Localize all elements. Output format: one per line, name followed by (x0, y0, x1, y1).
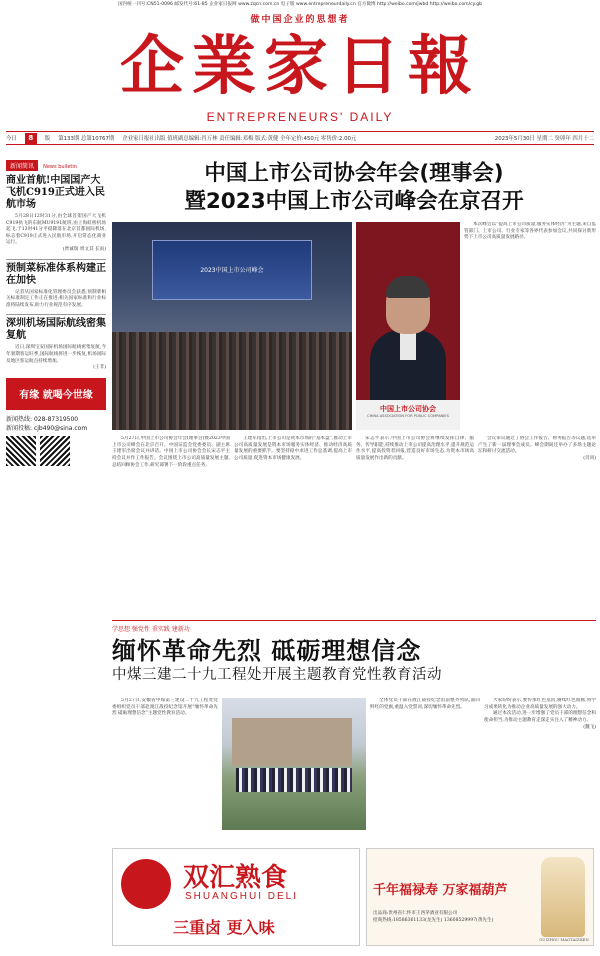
feature-column-3: 全体党员干部在渡江战役纪念馆前整齐列队,面向鲜红的党旗,重温入党誓词,深切缅怀革命先烈。 (370, 698, 480, 710)
shuanghui-en: SHUANGHUI DELI (185, 891, 299, 902)
section-divider (112, 620, 596, 621)
shuanghui-ad[interactable] (112, 848, 360, 946)
lead-column-1: 5月27日,中国上市公司协会年会(理事会)暨2023中国上市公司峰会在北京召开。中国证监会党委委员、副主席王建军出席会议并讲话。中国上市公司协会会长宋志平主持会议并作工作报告。会议围绕上市公司高质量发展主题,总结回顾协会工作,研究部署下一阶段重点任务。 (112, 436, 230, 468)
brief-body-3: 近日,深圳宝安国际机场国际航线密集复航,今年暑期客运旺季,国际航线将进一步恢复,机场国际及地区客运航点持续增加。 (王非) (6, 345, 106, 371)
top-info-bar: 国内统一刊号:CN51-0096 邮发代号:61-85 企业家日报网 www.zqcn.com.cn 电子版 www.entrepreneurdaily.cn 官方微博 http://weibo.com/jwbd http://weibo.com/cy.gb (117, 2, 483, 7)
lead-column-4: 会议审议通过了协会工作报告、财务报告等议题,选举产生了新一届理事会成员。峰会期间还举办了多场主题论坛和研讨交流活动。 (肖同) (478, 436, 596, 462)
brief-title-3[interactable]: 深圳机场国际航线密集复航 (6, 318, 106, 342)
liquor-bottle-icon (541, 857, 585, 937)
masthead-slogan: 做中国企业的思想者 (250, 15, 350, 25)
masthead-title: 企業家日報 (120, 29, 480, 104)
portrait-banner: 中国上市公司协会 CHINA ASSOCIATION FOR PUBLIC COMPANIES (356, 400, 460, 430)
issue-info-bar (6, 131, 594, 145)
feature-column-1: 5月27日,安徽省中煤第三建设二十九工程处党委组织党员干部赴渡江战役纪念馆开展“缅怀革命先烈 砥砺理想信念”主题党性教育活动。 (112, 698, 218, 717)
qr-codes (6, 436, 106, 466)
feature-column-4: 大家纷纷表示,要传承红色基因,赓续红色血脉,将学习成果转化为推动企业高质量发展的强大动力。 通过本次活动,进一步增强了党员干部的理想信念和使命担当,为推动主题教育走深走实注入了精神动力。 (魏飞) (484, 698, 596, 730)
page-count-badge: 8 (25, 133, 37, 144)
stage-screen: 2023中国上市公司峰会 (152, 240, 312, 300)
feature-photo (222, 698, 366, 830)
issue-number: 第133期 总第10767期 (58, 136, 115, 142)
lead-column-3: 宋志平表示,中国上市公司协会将继续发挥自律、服务、传导职能,持续推动上市公司提高治理水平,提升规范运作水平,提高投资者回报,营造良好市场生态,为资本市场高质量发展作出新的贡献。 (356, 436, 474, 462)
speaker-portrait (356, 222, 460, 430)
feature-headline[interactable]: 缅怀革命先烈 砥砺理想信念 (112, 637, 422, 665)
qr-code-icon (6, 436, 36, 466)
shuanghui-slogan: 三重卤 更入味 (173, 918, 275, 937)
brief-title-2[interactable]: 预制菜标准体系构建正在加快 (6, 262, 106, 286)
today-label: 今日 (6, 136, 17, 142)
pig-logo-icon (121, 859, 171, 909)
brief-body-1: 5月28日12时31分,由全球首架国产大飞机C919执飞的东航MU9191航班,由上海虹桥机场起飞,于13时41分平稳降落在北京首都国际机场,标志着C919正式进入民航市场,开启常态化商业运行。 (贾诚瑞 周文其 长雨) (6, 214, 106, 252)
moutai-title: 千年福禄寿 万家福葫芦 (373, 883, 508, 898)
shuanghui-title: 双汇熟食 (183, 863, 288, 893)
audience (112, 332, 352, 430)
section-header: 新闻简讯 (6, 160, 38, 171)
section-header-en: News bulletin (43, 164, 77, 170)
lead-column-right: 本次峰会以“提高上市公司质量,服务实体经济”为主题,来自监管部门、上市公司、行业专家等各界代表参加会议,共同探讨新形势下上市公司高质量发展路径。 (464, 222, 596, 241)
summit-photo (112, 222, 352, 430)
brief-body-2: 记者从国家标准化管理委员会获悉,预制菜相关标准制定工作正在推进,相关国家标准和行业标准将陆续发布,助力行业规范有序发展。 (6, 289, 106, 308)
news-brief-column (6, 153, 106, 945)
brief-title-1[interactable]: 商业首航!中国国产大飞机C919正式进入民航市场 (6, 175, 105, 210)
lead-column-2: 王建军指出,上市公司是资本市场的“基本盘”,推动上市公司高质量发展是资本市场服务实体经济、推动经济高质量发展的重要抓手。要坚持稳中求进工作总基调,提高上市公司质量,促进资本市场健康发展。 (234, 436, 352, 462)
news-brief-header (6, 153, 106, 172)
sponsor-info: 企业家日报社出版 值班副总编辑:肖万林 责任编辑:邓梅 版式:黄健 全年定价:450元 零售价:2.00元 (122, 136, 357, 142)
feature-tagline: 学思想 强党性 重实践 建新功 (112, 626, 190, 633)
moutai-brand: GUIZHOU MAOTAIZHEN (539, 937, 589, 942)
jinshiyuan-ad: 有缘 就喝今世缘 (6, 378, 106, 410)
moutai-contact: 出品商:贵州省仁怀市王西茅酒业有限公司 招商热线:18586361133(龙先生) 13608529997(黄先生) (373, 911, 494, 923)
moutai-ad[interactable] (366, 848, 594, 946)
masthead-english: ENTREPRENEURS' DAILY (206, 110, 394, 124)
lead-headline[interactable]: 中国上市公司协会年会(理事会) 暨2023中国上市公司峰会在京召开 (184, 161, 524, 214)
feature-subheadline: 中煤三建二十九工程处开展主题教育党性教育活动 (112, 667, 442, 683)
issue-date: 2023年5月30日 星期二 癸卯年 四月十二 (494, 136, 594, 142)
news-hotline: 新闻热线: 028-87319500 新闻投稿: cjb490@sina.com (6, 415, 88, 432)
qr-code-icon (40, 436, 70, 466)
pages-label: 版 (44, 136, 51, 142)
